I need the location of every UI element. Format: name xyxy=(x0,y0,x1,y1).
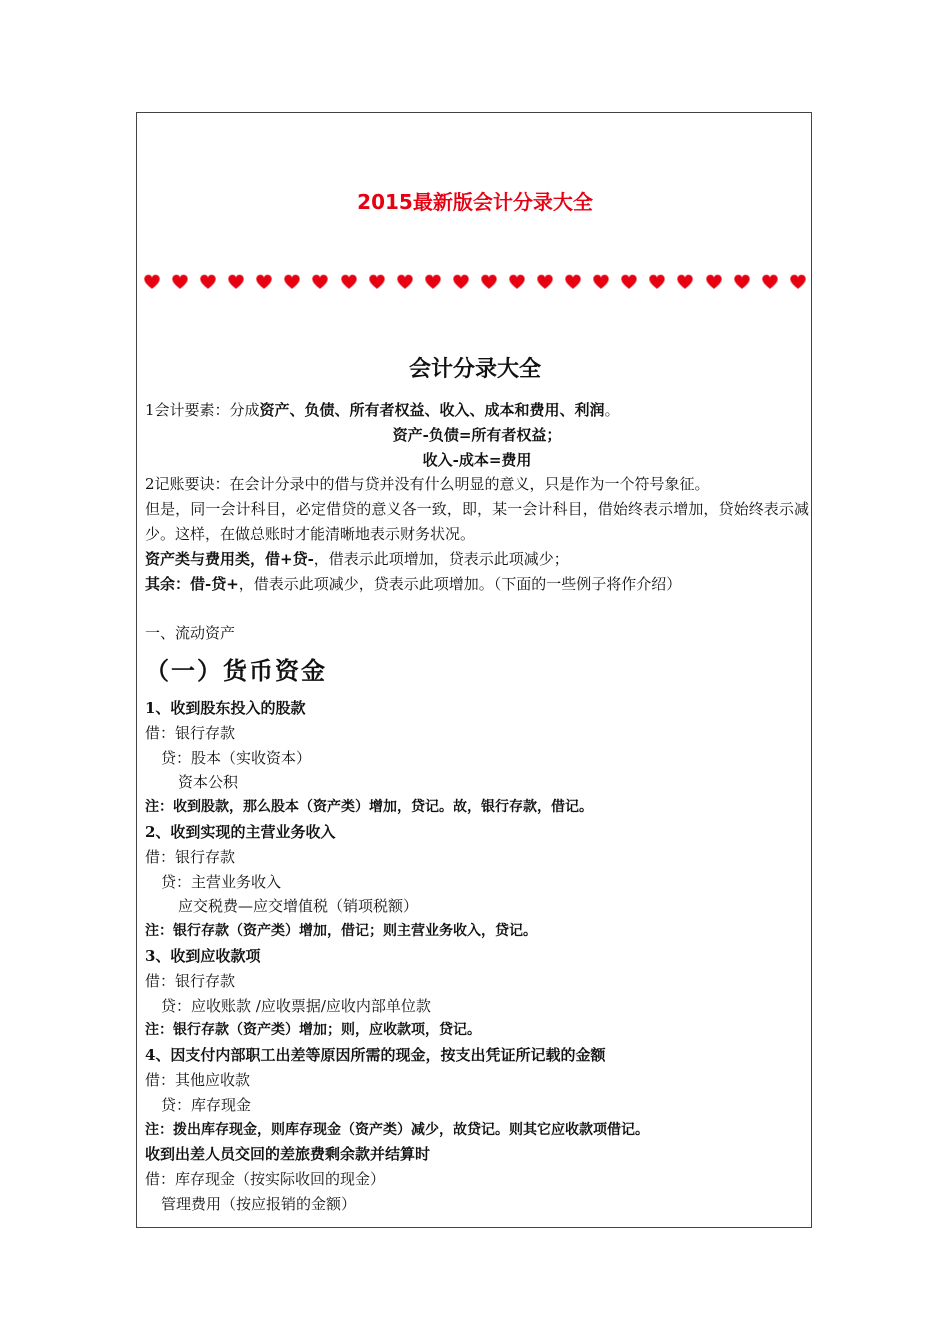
heart-icon xyxy=(368,273,386,291)
section-heading: 一、流动资产 xyxy=(145,624,236,643)
heart-icon xyxy=(564,273,582,291)
equation-2: 收入-成本=费用 xyxy=(422,450,532,469)
subsection-heading: （一）货币资金 xyxy=(145,655,327,685)
heart-icon xyxy=(452,273,470,291)
entry-4-credit: 贷：库存现金 xyxy=(161,1095,252,1114)
heart-icon xyxy=(648,273,666,291)
heart-icon xyxy=(592,273,610,291)
entry-3-title: 3、收到应收款项 xyxy=(145,946,261,965)
heart-icon xyxy=(424,273,442,291)
heart-icon xyxy=(143,273,161,291)
heart-icon xyxy=(340,273,358,291)
intro-line-1: 1会计要素：分成资产、负债、所有者权益、收入、成本和费用、利润。 xyxy=(145,401,620,419)
heart-icon xyxy=(761,273,779,291)
document-title: 2015最新版会计分录大全 xyxy=(357,190,593,214)
entry-5-debit: 借：库存现金（按实际收回的现金） xyxy=(145,1170,386,1189)
entry-3-credit: 贷：应收账款 /应收票据/应收内部单位款 xyxy=(161,996,431,1015)
heart-icon xyxy=(311,273,329,291)
entry-1-title: 1、收到股东投入的股款 xyxy=(145,698,306,717)
entry-3-debit: 借：银行存款 xyxy=(145,971,236,990)
heart-icon xyxy=(733,273,751,291)
entry-1-credit: 贷：股本（实收资本） xyxy=(161,748,312,767)
entry-2-credit-2: 应交税费—应交增值税（销项税额） xyxy=(178,897,419,916)
entry-2-title: 2、收到实现的主营业务收入 xyxy=(145,822,336,841)
heart-icon xyxy=(171,273,189,291)
entry-2-credit: 贷：主营业务收入 xyxy=(161,872,282,891)
heart-icon xyxy=(396,273,414,291)
entry-4-debit: 借：其他应收款 xyxy=(145,1070,251,1089)
entry-4-note: 注：拨出库存现金，则库存现金（资产类）减少，故贷记。则其它应收款项借记。 xyxy=(145,1121,649,1138)
heart-icon xyxy=(199,273,217,291)
entry-5-debit-2: 管理费用（按应报销的金额） xyxy=(161,1194,357,1213)
heart-icon xyxy=(283,273,301,291)
intro-line-2: 2记账要诀：在会计分录中的借与贷并没有什么明显的意义，只是作为一个符号象征。 xyxy=(145,475,710,494)
entry-2-note: 注：银行存款（资产类）增加，借记；则主营业务收入，贷记。 xyxy=(145,923,537,940)
heart-icon xyxy=(255,273,273,291)
entry-3-note: 注：银行存款（资产类）增加；则，应收款项，贷记。 xyxy=(145,1022,481,1039)
equation-1: 资产-负债=所有者权益； xyxy=(392,425,562,444)
entry-5-title: 收到出差人员交回的差旅费剩余款并结算时 xyxy=(145,1145,431,1164)
entry-2-debit: 借：银行存款 xyxy=(145,847,236,866)
entry-1-debit: 借：银行存款 xyxy=(145,723,236,742)
entry-1-note: 注：收到股款，那么股本（资产类）增加，贷记。故，银行存款，借记。 xyxy=(145,799,593,816)
heart-icon xyxy=(508,273,526,291)
heart-icon xyxy=(676,273,694,291)
heart-divider xyxy=(143,269,807,295)
heart-icon xyxy=(705,273,723,291)
document-body xyxy=(145,398,809,1217)
main-title: 会计分录大全 xyxy=(408,357,541,382)
heart-icon xyxy=(480,273,498,291)
entry-1-credit-2: 资本公积 xyxy=(178,773,239,792)
heart-icon xyxy=(620,273,638,291)
heart-icon xyxy=(536,273,554,291)
intro-line-5: 其余：借-贷+，借表示此项减少，贷表示此项增加。（下面的一些例子将作介绍） xyxy=(145,574,682,593)
heart-icon xyxy=(789,273,807,291)
entry-4-title: 4、因支付内部职工出差等原因所需的现金，按支出凭证所记载的金额 xyxy=(145,1046,606,1065)
intro-paragraph: 但是，同一会计科目，必定借贷的意义各一致，即，某一会计科目，借始终表示增加，贷始终表示减少。这样，在做总账时才能清晰地表示财务状况。 xyxy=(145,500,809,543)
heart-icon xyxy=(227,273,245,291)
intro-line-4: 资产类与费用类，借+贷-，借表示此项增加，贷表示此项减少； xyxy=(145,549,569,568)
